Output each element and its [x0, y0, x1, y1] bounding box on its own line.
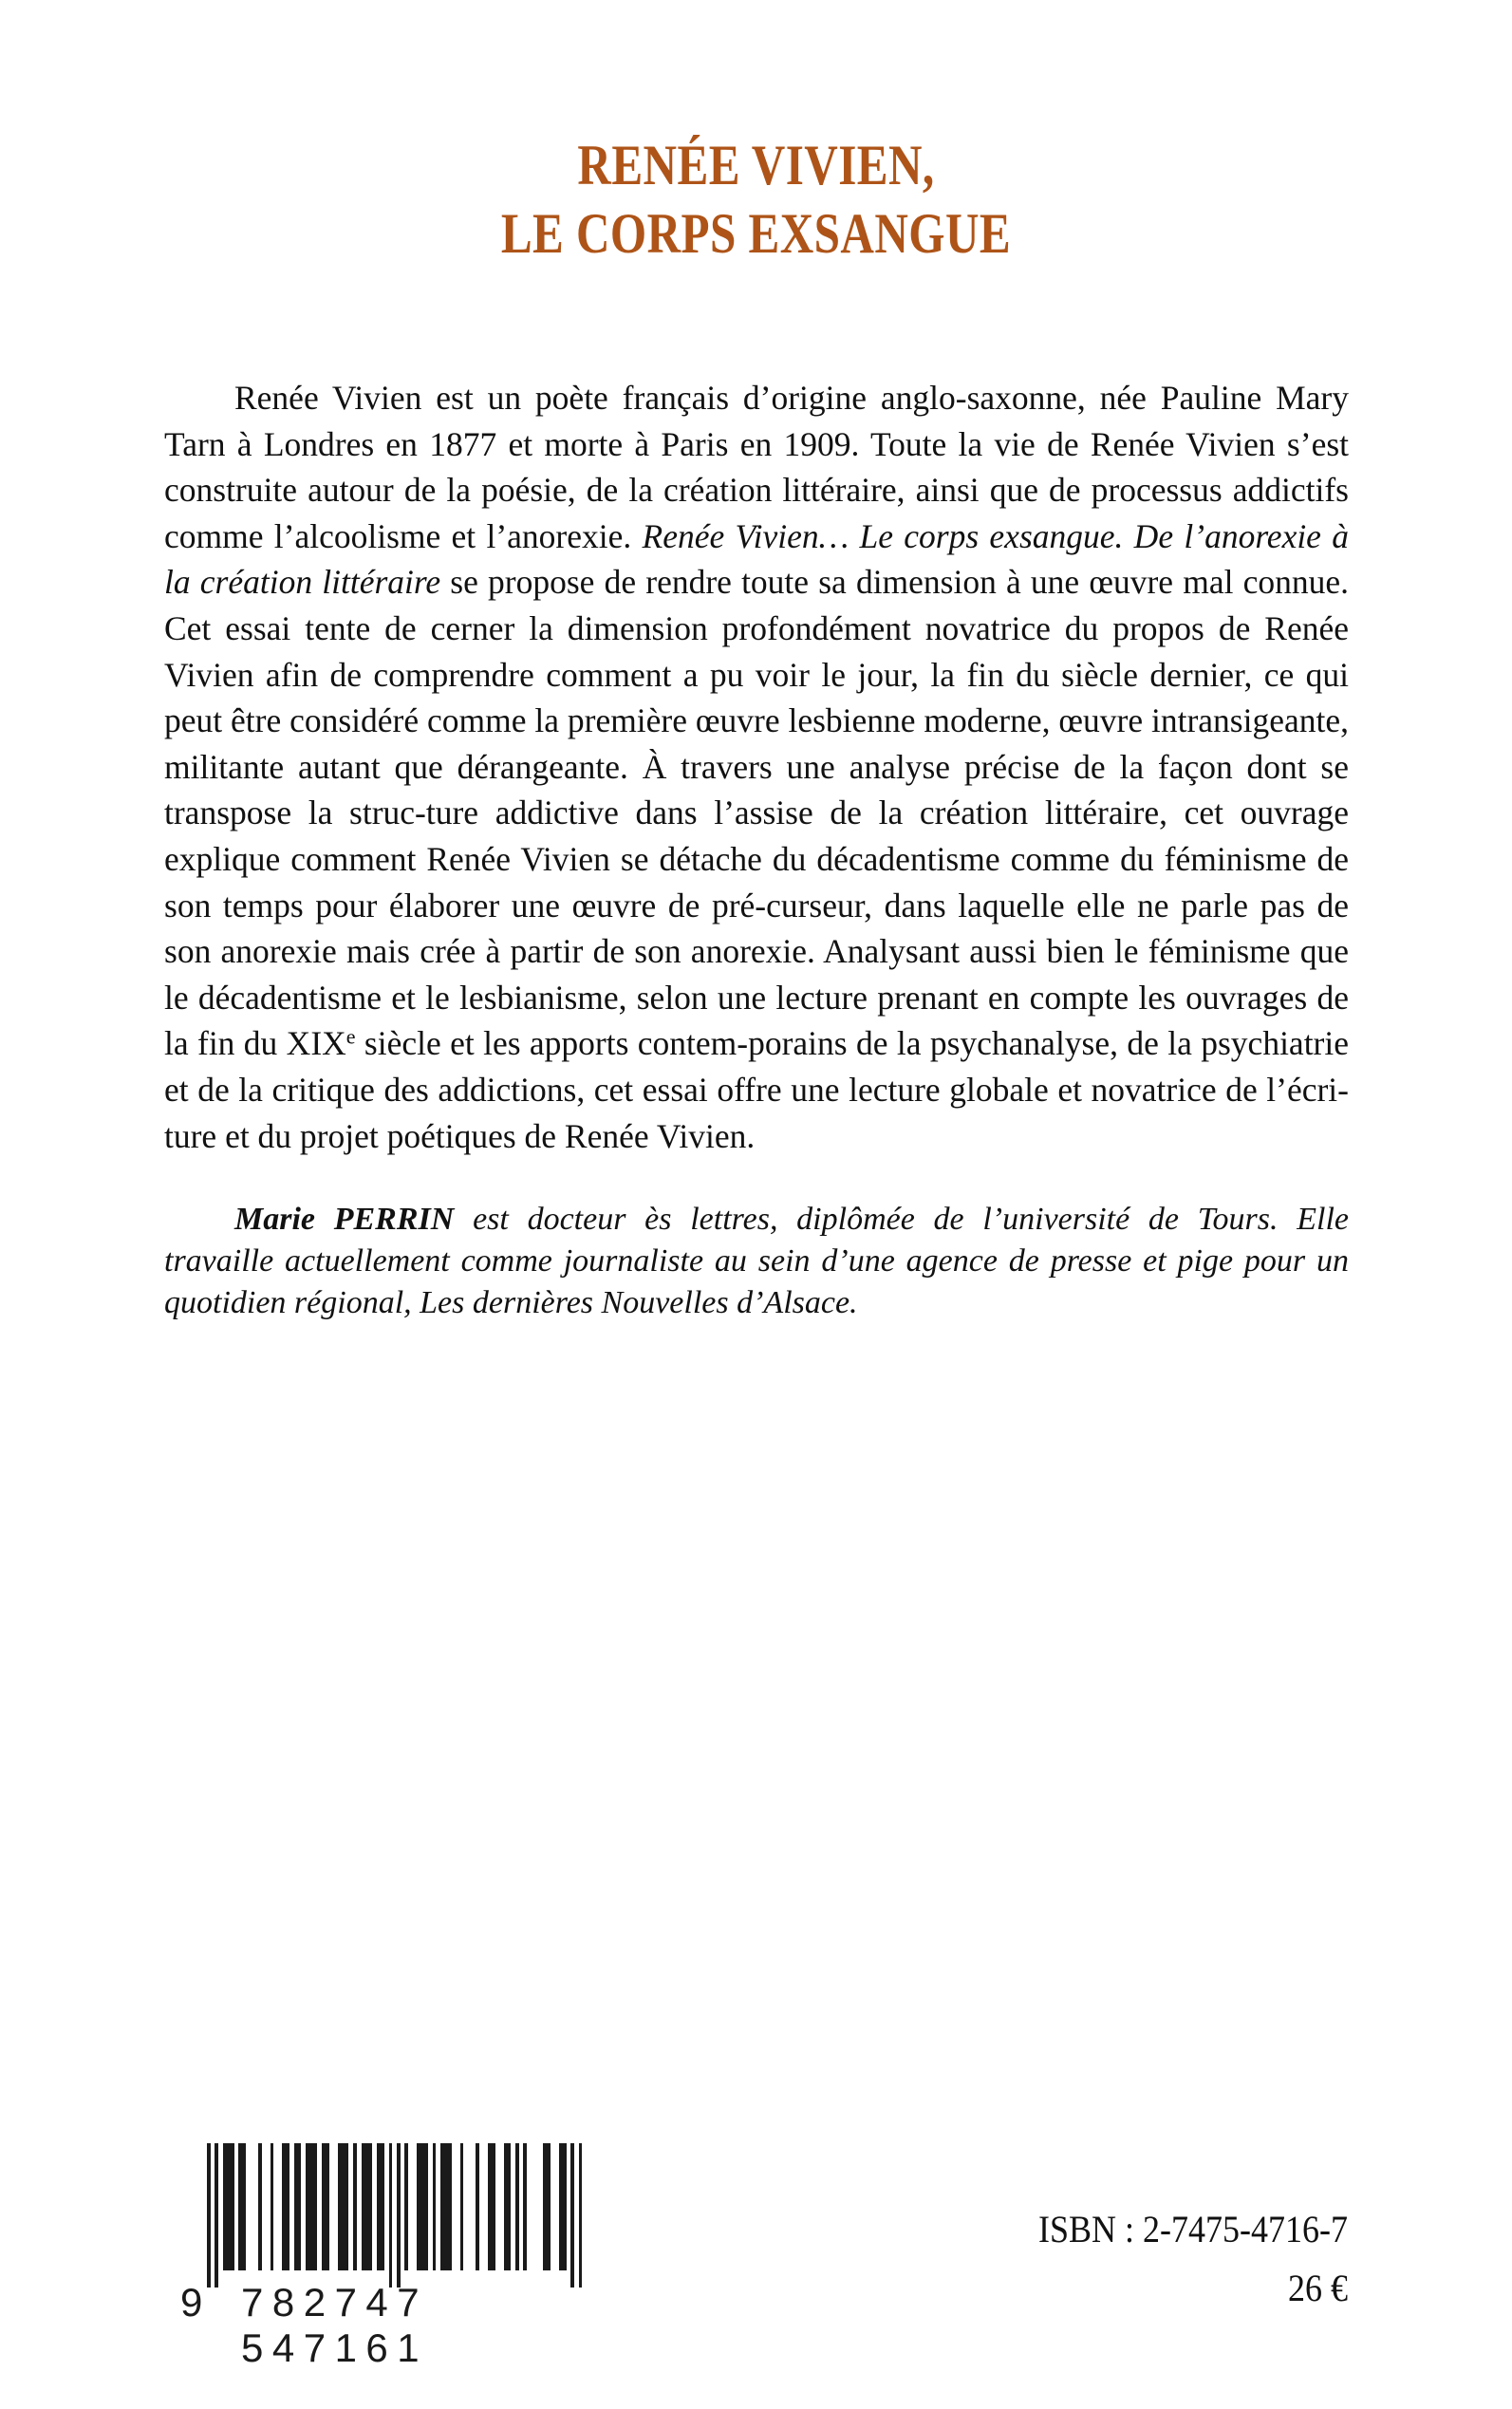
title-line-1: RENÉE VIVIEN,: [577, 134, 935, 196]
barcode-bar: [238, 2143, 246, 2270]
barcode-bar: [207, 2143, 211, 2288]
blurb-book-title-italic: Renée Vivien… Le corps exsangue. De l’anorexie à la création littéraire: [164, 516, 1349, 602]
barcode-bar: [271, 2143, 274, 2270]
barcode-bar: [504, 2143, 512, 2270]
price-text: 26 €: [1288, 2267, 1348, 2309]
barcode-digit-leading: 9: [180, 2280, 204, 2325]
barcode-bar: [282, 2143, 289, 2270]
barcode-bar: [559, 2143, 567, 2270]
ean13-barcode: [180, 2143, 583, 2370]
blurb-text-segment-1: Renée Vivien est un poète français d’origine anglo-saxonne, née Pauline Mary Tarn à Londres en 1877 et morte à Paris en 1909. Toute la vie de Renée Vivien s’est construite autour de la poésie, de la création littéraire, ainsi que de processus addictifs comme l’alcoolisme et l’anorexie.: [164, 379, 1349, 555]
barcode-bar: [322, 2143, 329, 2270]
barcode-bar: [440, 2143, 452, 2270]
barcode-digit-group: 782747 547161: [241, 2280, 429, 2370]
barcode-bar: [579, 2143, 583, 2288]
author-bio-text: est docteur ès lettres, diplômée de l’université de Tours. Elle travaille actuellement comme journaliste au sein d’une agence de presse et pige pour un quotidien régional, Les dernières Nouvelles d’Alsace.: [164, 1202, 1349, 1321]
barcode-bar: [404, 2143, 408, 2270]
barcode-bar: [353, 2143, 357, 2270]
barcode-bar: [215, 2143, 218, 2288]
barcode-bar: [389, 2143, 393, 2288]
barcode-digits: [180, 2280, 583, 2370]
title-line-2: LE CORPS EXSANGUE: [500, 202, 1012, 265]
barcode-bar: [223, 2143, 234, 2270]
barcode-bar: [570, 2143, 574, 2288]
barcode-bar: [377, 2143, 384, 2270]
barcode-bar: [397, 2143, 401, 2288]
barcode-bar: [258, 2143, 262, 2270]
barcode-bar: [515, 2143, 519, 2270]
barcode-bars: [207, 2143, 583, 2288]
century-ordinal-superscript: e: [345, 1024, 356, 1049]
barcode-bar: [417, 2143, 428, 2270]
barcode-bar: [362, 2143, 373, 2270]
blurb-paragraph: [164, 375, 1349, 1159]
isbn-price-block: [683, 2200, 1348, 2318]
blurb-container: [164, 375, 1349, 1324]
barcode-bar: [476, 2143, 479, 2270]
author-name: Marie PERRIN: [234, 1202, 455, 1238]
book-title: [0, 131, 1512, 268]
barcode-bar: [338, 2143, 349, 2270]
barcode-bar: [433, 2143, 437, 2270]
barcode-bar: [523, 2143, 527, 2270]
isbn-text: ISBN : 2-7475-4716-7: [1038, 2208, 1348, 2250]
barcode-bar: [306, 2143, 317, 2270]
barcode-bar: [294, 2143, 302, 2270]
blurb-text-segment-3: siècle et les apports contem-porains de la psychanalyse, de la psychiatrie et de la critique des addictions, cet essai offre une lecture globale et novatrice de l’écri-ture et du projet poétiques de Renée Vivien.: [164, 1024, 1349, 1155]
barcode-bar: [543, 2143, 551, 2270]
barcode-bar: [488, 2143, 495, 2270]
barcode-bar: [460, 2143, 464, 2270]
author-bio-paragraph: [164, 1199, 1349, 1324]
blurb-text-segment-2: se propose de rendre toute sa dimension à une œuvre mal connue. Cet essai tente de cerner la dimension profondément novatrice du propos de Renée Vivien afin de comprendre comment a pu voir le jour, la fin du siècle dernier, ce qui peut être considéré comme la première œuvre lesbienne moderne, œuvre intransigeante, militante autant que dérangeante. À travers une analyse précise de la façon dont se transpose la struc-ture addictive dans l’assise de la création littéraire, cet ouvrage explique comment Renée Vivien se détache du décadentisme comme du féminisme de son temps pour élaborer une œuvre de pré-curseur, dans laquelle elle ne parle pas de son anorexie mais crée à partir de son anorexie. Analysant aussi bien le féminisme que le décadentisme et le lesbianisme, selon une lecture prenant en compte les ouvrages de la fin du XIX: [164, 563, 1349, 1063]
